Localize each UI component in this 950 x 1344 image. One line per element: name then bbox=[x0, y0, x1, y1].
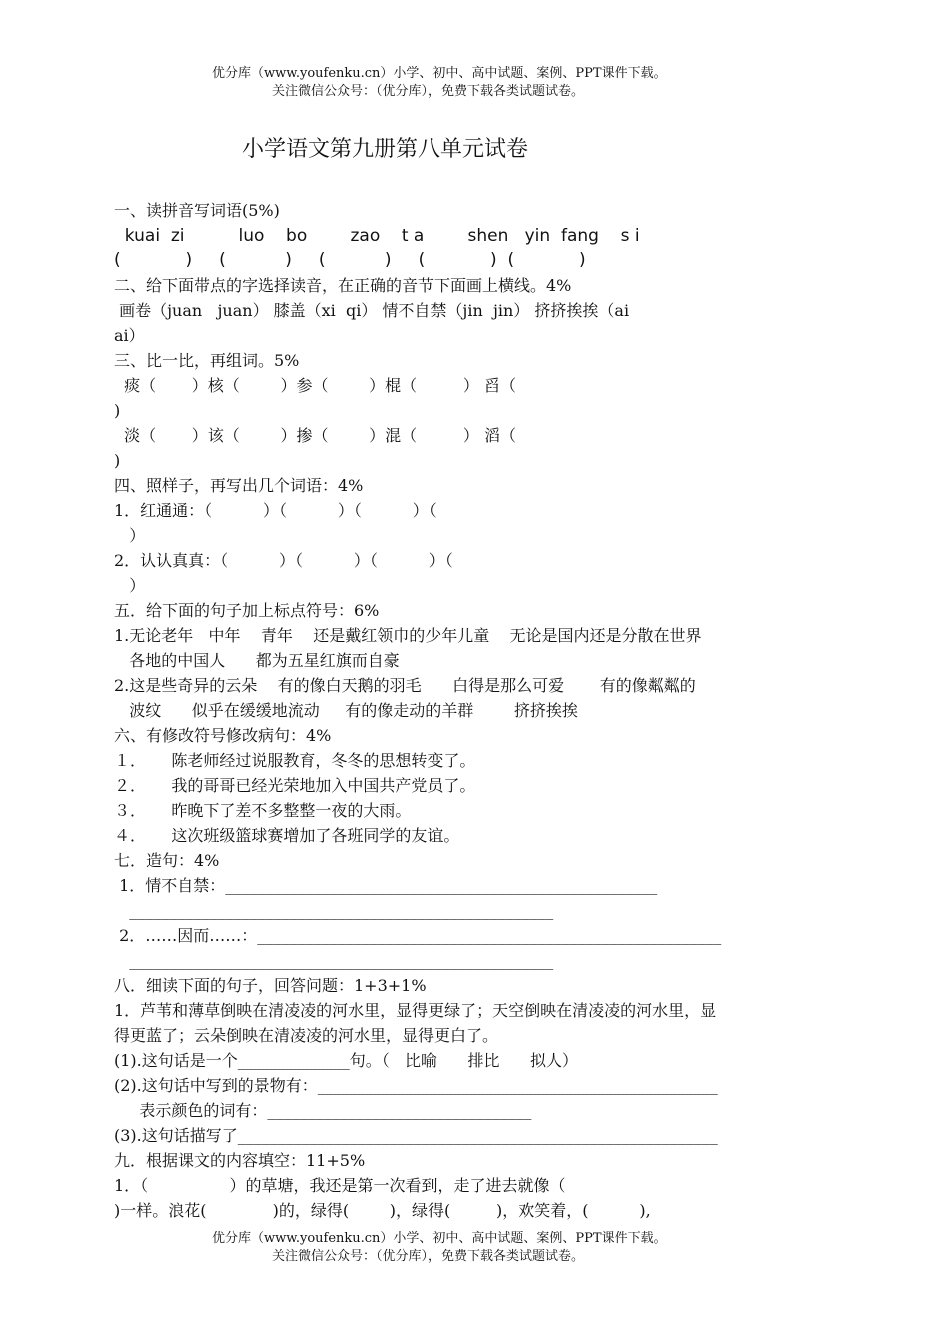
section-6-item-1: １． 陈老师经过说服教育，冬冬的思想转变了。 bbox=[114, 751, 476, 770]
section-4-item-1: 1．红通通：（ ）（ ）（ ）（ bbox=[114, 501, 437, 520]
footer-line-2: 关注微信公众号：（优分库），免费下载各类试题试卷。 bbox=[272, 1249, 585, 1264]
section-7-item-2-wrap: _____________________________________________________ bbox=[114, 951, 554, 970]
section-9-item-1: 1．（ ）的草塘，我还是第一次看到，走了进去就像（ bbox=[114, 1176, 566, 1195]
section-5-item-2-wrap: 波纹 似乎在缓缓地流动 有的像走动的羊群 挤挤挨挨 bbox=[114, 701, 578, 720]
section-5-item-1-wrap: 各地的中国人 都为五星红旗而自豪 bbox=[114, 651, 400, 670]
section-6-heading: 六、有修改符号修改病句：4% bbox=[114, 726, 332, 745]
section-2-line-2: ai） bbox=[114, 326, 145, 345]
section-8-passage-1: 1．芦苇和薄草倒映在清凌凌的河水里，显得更绿了；天空倒映在清凌凌的河水里，显 bbox=[114, 1001, 717, 1020]
section-8-passage-2: 得更蓝了；云朵倒映在清凌凌的河水里，显得更白了。 bbox=[114, 1026, 499, 1045]
section-6-item-3: ３． 昨晚下了差不多整整一夜的大雨。 bbox=[114, 801, 412, 820]
section-8-question-1: (1).这句话是一个______________句。（ 比喻 排比 拟人） bbox=[114, 1051, 579, 1070]
section-9-heading: 九．根据课文的内容填空：11+5% bbox=[114, 1151, 366, 1170]
section-3-heading: 三、比一比，再组词。5% bbox=[114, 351, 300, 370]
section-8-question-3: (3).这句话描写了____________________________________________________________ bbox=[114, 1126, 718, 1145]
section-5-heading: 五．给下面的句子加上标点符号：6% bbox=[114, 601, 380, 620]
section-7-item-2: 2．……因而……：__________________________________________________________ bbox=[114, 926, 722, 945]
section-2-line-1: 画卷（juan juan） 膝盖（xi qi） 情不自禁（jin jin） 挤挤挨挨（ai bbox=[114, 301, 630, 320]
section-5-item-2: 2.这是些奇异的云朵 有的像白天鹅的羽毛 白得是那么可爱 有的像粼粼的 bbox=[114, 676, 696, 695]
section-8-question-2: (2).这句话中写到的景物有：__________________________________________________ bbox=[114, 1076, 718, 1095]
section-6-item-2: ２． 我的哥哥已经光荣地加入中国共产党员了。 bbox=[114, 776, 476, 795]
section-7-heading: 七．造句：4% bbox=[114, 851, 220, 870]
section-4-item-2-wrap: ） bbox=[114, 576, 146, 595]
section-8-heading: 八．细读下面的句子，回答问题：1+3+1% bbox=[114, 976, 427, 995]
section-8-question-2b: 表示颜色的词有：_________________________________ bbox=[114, 1101, 532, 1120]
section-7-item-1: 1．情不自禁：______________________________________________________ bbox=[114, 876, 658, 895]
section-3-line-2: 淡（ ）该（ ）掺（ ）混（ ） 滔（ bbox=[114, 426, 517, 445]
section-5-item-1: 1.无论老年 中年 青年 还是戴红领巾的少年儿童 无论是国内还是分散在世界 bbox=[114, 626, 702, 645]
pinyin-blanks: ( ) ( ) ( ) ( ) ( ) bbox=[114, 250, 586, 270]
section-4-item-2: 2．认认真真：（ ）（ ）（ ）（ bbox=[114, 551, 453, 570]
section-7-item-1-wrap: _____________________________________________________ bbox=[114, 901, 554, 920]
footer-line-1: 优分库（www.youfenku.cn）小学、初中、高中试题、案例、PPT课件下载。 bbox=[212, 1231, 667, 1246]
section-3-line-1-wrap: ) bbox=[114, 401, 121, 420]
section-1-heading: 一、读拼音写词语(5%) bbox=[114, 201, 280, 220]
section-9-item-1-wrap: )一样。浪花( )的，绿得( )，绿得( )，欢笑着，( ), bbox=[114, 1201, 651, 1220]
header-line-1: 优分库（www.youfenku.cn）小学、初中、高中试题、案例、PPT课件下载。 bbox=[212, 66, 667, 81]
header-line-2: 关注微信公众号：（优分库），免费下载各类试题试卷。 bbox=[272, 84, 585, 99]
section-2-heading: 二、给下面带点的字选择读音，在正确的音节下面画上横线。4% bbox=[114, 276, 572, 295]
pinyin-line: kuai zi luo bo zao t a shen yin fang s i bbox=[114, 226, 640, 246]
section-3-line-1: 痰（ ）核（ ）参（ ）棍（ ） 舀（ bbox=[114, 376, 517, 395]
section-4-item-1-wrap: ） bbox=[114, 526, 146, 545]
page-title: 小学语文第九册第八单元试卷 bbox=[242, 137, 529, 162]
section-4-heading: 四、照样子，再写出几个词语：4% bbox=[114, 476, 364, 495]
section-3-line-2-wrap: ) bbox=[114, 451, 121, 470]
section-6-item-4: ４． 这次班级篮球赛增加了各班同学的友谊。 bbox=[114, 826, 460, 845]
